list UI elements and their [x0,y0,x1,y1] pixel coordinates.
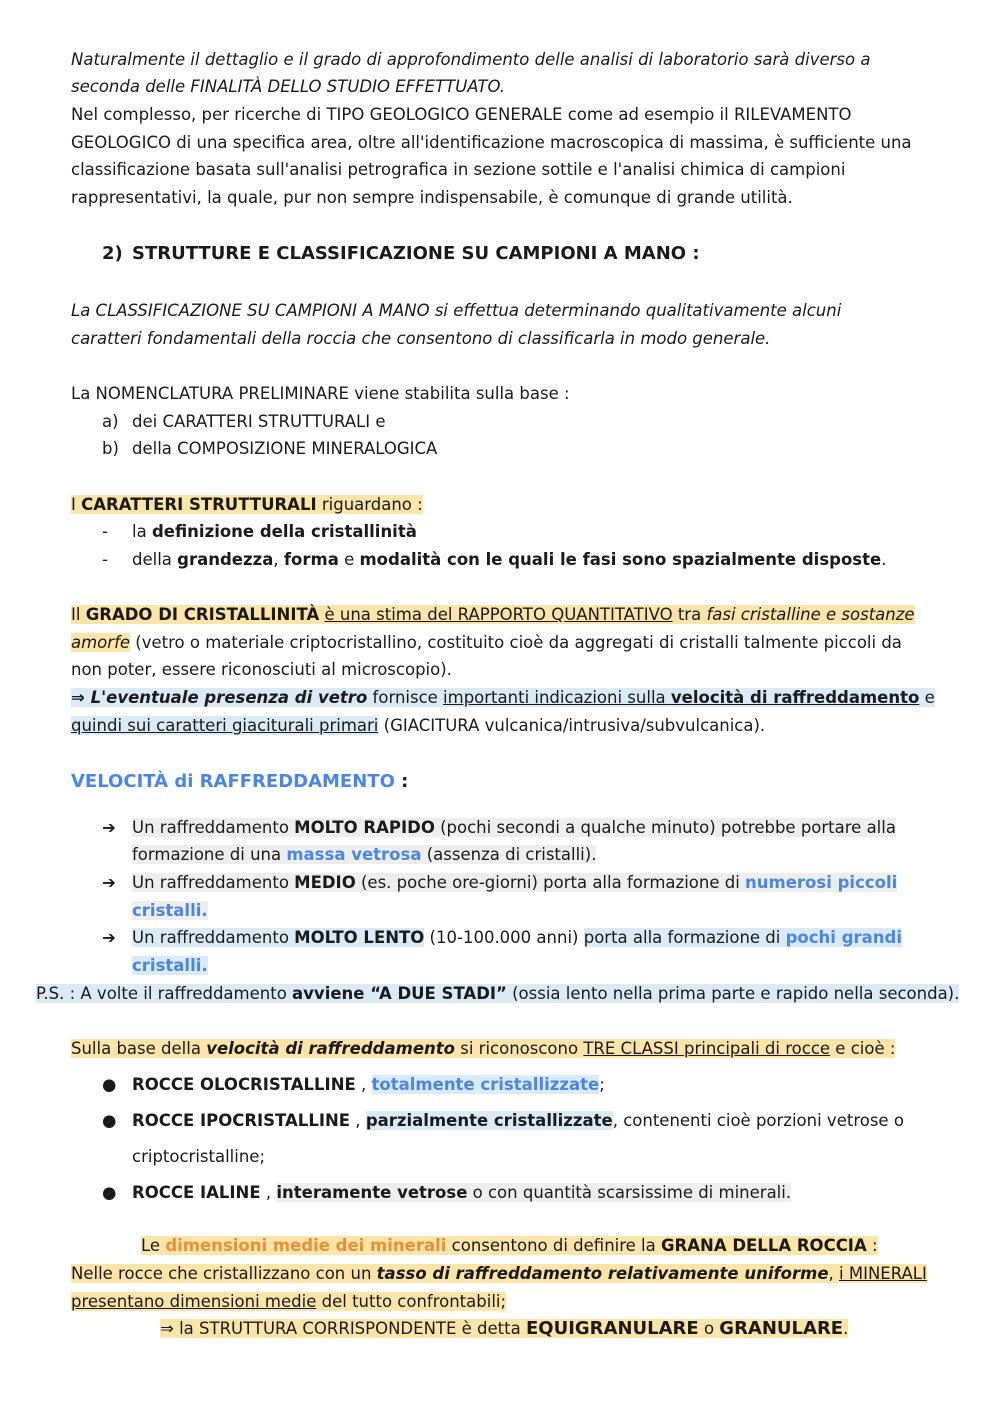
structural-item-2: della grandezza, forma e modalità con le quali le fasi sono spazialmente disposte. [132,550,887,569]
cooling-speed-heading: VELOCITÀ di RAFFREDDAMENTO : [71,771,409,792]
arrow-icon: ➔ [102,928,116,947]
list-marker-b: b) [102,439,119,458]
bullet-icon: ● [102,1075,117,1094]
intro-line-2: seconda delle FINALITÀ DELLO STUDIO EFFETTUATO. [71,77,506,96]
cooling-medium-line-1: Un raffreddamento MEDIO (es. poche ore-giorni) porta alla formazione di numerosi piccoli [132,873,898,892]
class-ialine: ROCCE IALINE , interamente vetrose o con quantità scarsissime di minerali. [132,1183,792,1202]
arrow-icon: ➔ [102,818,116,837]
section-title: STRUTTURE E CLASSIFICAZIONE SU CAMPIONI A MANO : [132,243,700,264]
class-olocristalline: ROCCE OLOCRISTALLINE , totalmente cristallizzate; [132,1075,605,1094]
ps-note: P.S. : A volte il raffreddamento avviene “A DUE STADI” (ossia lento nella prima parte e rapido nella seconda). [36,984,960,1003]
bullet-icon: ● [102,1183,117,1202]
crystallinity-line-2: amorfe (vetro o materiale criptocristallino, costituito cioè da aggregati di cristalli talmente piccoli da [71,633,902,652]
intro-line-4: GEOLOGICO di una specifica area, oltre all'identificazione macroscopica di massima, è sufficiente una [71,133,912,152]
list-item-b: della COMPOSIZIONE MINERALOGICA [132,439,438,458]
class-ipocristalline-line-2: criptocristalline; [132,1147,266,1166]
section-number: 2) [102,243,123,264]
list-marker-a: a) [102,412,119,431]
grain-line-3: presentano dimensioni medie del tutto confrontabili; [71,1292,507,1311]
cooling-medium-line-2: cristalli. [132,901,208,920]
cooling-slow-line-2: cristalli. [132,956,208,975]
arrow-icon: ➔ [102,873,116,892]
dash-marker-1: - [102,522,108,541]
classification-line-1: La CLASSIFICAZIONE SU CAMPIONI A MANO si effettua determinando qualitativamente alcuni [71,301,842,320]
nomenclature-intro: La NOMENCLATURA PRELIMINARE viene stabilita sulla base : [71,384,570,403]
crystallinity-line-1: Il GRADO DI CRISTALLINITÀ è una stima del RAPPORTO QUANTITATIVO tra fasi cristalline e sostanze [71,605,915,624]
classification-line-2: caratteri fondamentali della roccia che consentono di classificarla in modo generale. [71,329,771,348]
grain-intro: Le dimensioni medie dei minerali consentono di definire la GRANA DELLA ROCCIA : [141,1236,878,1255]
list-item-a: dei CARATTERI STRUTTURALI e [132,412,386,431]
grain-line-2: Nelle rocce che cristallizzano con un tasso di raffreddamento relativamente uniforme, i MINERALI [71,1264,927,1283]
intro-line-5: classificazione basata sull'analisi petrografica in sezione sottile e l'analisi chimica di campioni [71,160,846,179]
intro-line-6: rappresentativi, la quale, pur non sempre indispensabile, è comunque di grande utilità. [71,188,793,207]
glass-presence-line-2: quindi sui caratteri giaciturali primari (GIACITURA vulcanica/intrusiva/subvulcanica). [71,716,766,735]
crystallinity-line-3: non poter, essere riconosciuti al microscopio). [71,660,452,679]
intro-line-3: Nel complesso, per ricerche di TIPO GEOLOGICO GENERALE come ad esempio il RILEVAMENTO [71,105,852,124]
cooling-rapid-line-2: formazione di una massa vetrosa (assenza di cristalli). [132,845,597,864]
classes-intro: Sulla base della velocità di raffreddamento si riconoscono TRE CLASSI principali di rocce e cioè : [71,1039,896,1058]
cooling-rapid-line-1: Un raffreddamento MOLTO RAPIDO (pochi secondi a qualche minuto) potrebbe portare alla [132,818,896,837]
structural-item-1: la definizione della cristallinità [132,522,417,541]
grain-structure-line: ⇒ la STRUTTURA CORRISPONDENTE è detta EQUIGRANULARE o GRANULARE. [160,1318,849,1339]
glass-presence-line-1: ⇒ L'eventuale presenza di vetro fornisce importanti indicazioni sulla velocità di raffreddamento e [71,688,935,707]
structural-intro: I CARATTERI STRUTTURALI riguardano : [71,495,423,514]
intro-line-1: Naturalmente il dettaglio e il grado di approfondimento delle analisi di laboratorio sarà diverso a [71,50,871,69]
cooling-slow-line-1: Un raffreddamento MOLTO LENTO (10-100.000 anni) porta alla formazione di pochi grandi [132,928,902,947]
class-ipocristalline-line-1: ROCCE IPOCRISTALLINE , parzialmente cristallizzate, contenenti cioè porzioni vetrose o [132,1111,904,1130]
dash-marker-2: - [102,550,108,569]
bullet-icon: ● [102,1111,117,1130]
